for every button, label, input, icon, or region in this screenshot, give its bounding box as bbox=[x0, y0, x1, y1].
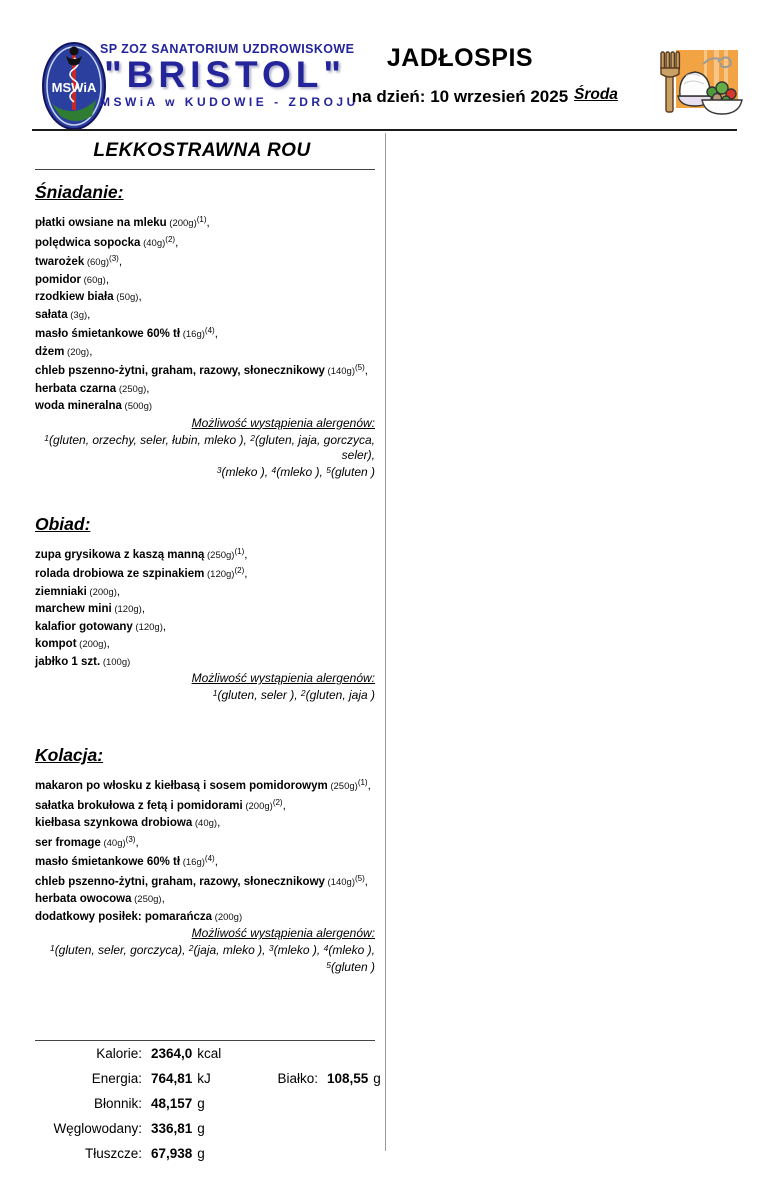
menu-item bbox=[35, 908, 375, 926]
menu-item-separator: , bbox=[214, 328, 218, 340]
meal-clipart-icon bbox=[656, 44, 746, 124]
nutrition-value: 336,81 bbox=[151, 1121, 193, 1136]
meal-sections bbox=[35, 182, 375, 975]
menu-item-separator: , bbox=[244, 548, 248, 561]
menu-item-allergen-ref: (4) bbox=[204, 854, 215, 863]
allergen-line: $^5$(gluten ) bbox=[326, 960, 375, 974]
nutrition-unit: g bbox=[197, 1121, 205, 1136]
allergen-ref: 1 bbox=[49, 943, 55, 953]
menu-item-name: twarożek bbox=[35, 256, 85, 268]
menu-item-allergen-ref: (1) bbox=[357, 778, 368, 787]
menu-item-name: kalafior gotowany bbox=[35, 620, 133, 633]
nutrition-unit: g bbox=[197, 1096, 205, 1111]
menu-item-weight: (250g) bbox=[131, 894, 162, 905]
menu-item-separator: , bbox=[206, 217, 210, 229]
nutrition-value: 67,938 bbox=[151, 1146, 193, 1161]
menu-item-name: kiełbasa szynkowa drobiowa bbox=[35, 817, 193, 829]
menu-item-name: masło śmietankowe 60% tł bbox=[35, 328, 181, 340]
menu-item-weight: (60g) bbox=[84, 257, 110, 268]
menu-item-name: herbata czarna bbox=[35, 382, 117, 395]
menu-item-weight: (60g) bbox=[81, 274, 106, 286]
brand-text bbox=[100, 42, 359, 109]
menu-item-separator: , bbox=[106, 638, 110, 650]
nutrition-row-fat bbox=[18, 1146, 418, 1171]
menu-item-allergen-ref: (2) bbox=[165, 234, 176, 244]
menu-item-allergen-ref: (2) bbox=[234, 566, 245, 575]
nutrition-row-carbs bbox=[18, 1121, 418, 1146]
nutrition-unit: kJ bbox=[197, 1071, 211, 1086]
nutrition-value: 108,55 bbox=[327, 1071, 369, 1086]
menu-item bbox=[35, 323, 375, 343]
menu-item bbox=[35, 380, 375, 398]
weekday-label: Środa bbox=[574, 86, 618, 103]
menu-item bbox=[35, 251, 375, 271]
menu-item bbox=[35, 871, 375, 891]
menu-item-allergen-ref: (5) bbox=[355, 363, 365, 372]
menu-item-separator: , bbox=[87, 308, 91, 321]
menu-item-allergen-ref: (1) bbox=[234, 546, 245, 556]
menu-item bbox=[35, 583, 375, 601]
menu-item bbox=[35, 397, 375, 415]
allergen-title: Możliwość wystąpienia alergenów: bbox=[191, 926, 375, 940]
nutrition-value: 48,157 bbox=[151, 1096, 193, 1111]
menu-item-separator: , bbox=[367, 780, 371, 792]
allergen-line: $^3$(mleko ), $^4$(mleko ), $^5$(gluten ) bbox=[216, 464, 375, 479]
menu-item bbox=[35, 775, 375, 795]
menu-item-weight: (140g) bbox=[324, 876, 356, 888]
menu-column bbox=[35, 140, 375, 975]
menu-item-allergen-ref: (3) bbox=[109, 254, 119, 263]
allergen-line: $^1$(gluten, seler ), $^2$(gluten, jaja ) bbox=[212, 688, 375, 702]
menu-item-name: rzodkiew biała bbox=[35, 291, 114, 303]
menu-item-separator: , bbox=[89, 345, 93, 358]
menu-item-weight: (140g) bbox=[324, 366, 356, 377]
menu-item-name: chleb pszenno-żytni, graham, razowy, słonecznikowy bbox=[35, 875, 325, 888]
menu-item-separator: , bbox=[161, 893, 165, 905]
menu-item bbox=[35, 851, 375, 871]
org-location: MSWiA w KUDOWIE - ZDROJU bbox=[100, 94, 359, 109]
header bbox=[0, 0, 769, 130]
menu-item-weight: (120g) bbox=[204, 569, 235, 580]
menu-item-weight: (40g) bbox=[192, 818, 218, 829]
meal-heading: Obiad: bbox=[35, 513, 91, 534]
menu-item-separator: , bbox=[118, 256, 123, 268]
menu-item-separator: , bbox=[364, 365, 368, 377]
menu-item-name: pomidor bbox=[35, 273, 81, 286]
column-divider bbox=[385, 133, 386, 1151]
allergen-ref: 5 bbox=[326, 464, 331, 475]
menu-item-allergen-ref: (5) bbox=[355, 873, 365, 883]
menu-item-name: dżem bbox=[35, 345, 65, 358]
menu-item bbox=[35, 600, 375, 618]
menu-item bbox=[35, 306, 375, 324]
diet-title: LEKKOSTRAWNA ROU bbox=[93, 140, 311, 161]
nutrition-unit: g bbox=[373, 1071, 381, 1086]
menu-item-name: sałata bbox=[35, 308, 68, 321]
allergen-title: Możliwość wystąpienia alergenów: bbox=[191, 415, 375, 430]
menu-item bbox=[35, 232, 375, 252]
nutrition-label: Błonnik: bbox=[93, 1096, 142, 1111]
menu-item-name: herbata owocowa bbox=[35, 893, 132, 905]
allergen-title: Możliwość wystąpienia alergenów: bbox=[191, 671, 375, 685]
menu-item-separator: , bbox=[146, 382, 150, 395]
menu-item-allergen-ref: (4) bbox=[204, 326, 215, 335]
menu-item bbox=[35, 832, 375, 852]
menu-item-weight: (200g) bbox=[242, 800, 273, 812]
nutrition-label: Energia: bbox=[91, 1071, 142, 1086]
menu-item-weight: (120g) bbox=[111, 604, 142, 615]
meal-heading: Kolacja: bbox=[35, 745, 104, 765]
menu-item-name: płatki owsiane na mleku bbox=[35, 217, 167, 229]
menu-item-weight: (16g) bbox=[180, 329, 205, 340]
menu-item-allergen-ref: (1) bbox=[196, 215, 207, 224]
menu-item-separator: , bbox=[138, 291, 142, 303]
menu-item bbox=[35, 653, 375, 671]
menu-item-separator: , bbox=[162, 620, 167, 633]
menu-item-weight: (250g) bbox=[116, 383, 147, 395]
allergen-line: $^1$(gluten, seler, gorczyca), $^2$(jaja, mleko ), $^3$(mleko ), $^4$(mleko ), bbox=[49, 943, 375, 957]
menu-item-weight: (200g) bbox=[86, 586, 117, 598]
menu-item-weight: (200g) bbox=[166, 218, 197, 229]
nutrition-unit: g bbox=[197, 1146, 205, 1161]
menu-item-separator: , bbox=[175, 236, 179, 249]
header-divider bbox=[32, 129, 737, 131]
menu-item-separator: , bbox=[364, 875, 368, 888]
menu-item bbox=[35, 343, 375, 361]
nutrition-label: Węglowodany: bbox=[53, 1121, 142, 1136]
menu-item-name: woda mineralna bbox=[35, 400, 122, 412]
menu-item-weight: (120g) bbox=[132, 621, 163, 633]
nutrition-unit: kcal bbox=[197, 1046, 222, 1061]
nutrition-row-fiber bbox=[18, 1096, 418, 1121]
menu-item-allergen-ref: (3) bbox=[125, 834, 136, 844]
org-subtitle: SP ZOZ SANATORIUM UZDROWISKOWE bbox=[100, 42, 355, 56]
menu-item-separator: , bbox=[217, 817, 221, 829]
menu-item-name: marchew mini bbox=[35, 603, 112, 615]
nutrition-value: 764,81 bbox=[151, 1071, 193, 1086]
allergen-ref: 5 bbox=[326, 960, 331, 970]
allergen-ref: 3 bbox=[216, 464, 222, 475]
menu-item-weight: (40g) bbox=[100, 837, 126, 849]
menu-item-weight: (250g) bbox=[204, 549, 235, 561]
page-title: JADŁOSPIS bbox=[386, 44, 534, 72]
menu-item-separator: , bbox=[214, 856, 218, 868]
nutrition-row-protein bbox=[248, 1071, 381, 1096]
date-line: na dzień: 10 wrzesień 2025 bbox=[351, 87, 569, 106]
menu-item-name: makaron po włosku z kiełbasą i sosem pomidorowym bbox=[35, 780, 328, 792]
meal-heading: Śniadanie: bbox=[35, 182, 124, 202]
menu-item bbox=[35, 635, 375, 653]
menu-item-weight: (20g) bbox=[64, 346, 90, 358]
menu-item-name: ser fromage bbox=[35, 836, 101, 849]
menu-item bbox=[35, 563, 375, 583]
allergen-ref: 3 bbox=[268, 943, 274, 953]
allergen-ref: 1 bbox=[212, 688, 218, 698]
menu-item bbox=[35, 271, 375, 289]
menu-item bbox=[35, 618, 375, 636]
org-name: "BRISTOL" bbox=[104, 54, 346, 95]
menu-item-name: polędwica sopocka bbox=[35, 236, 141, 249]
nutrition-row-calories bbox=[18, 1046, 418, 1071]
menu-item-name: rolada drobiowa ze szpinakiem bbox=[35, 568, 205, 580]
menu-item-weight: (100g) bbox=[100, 656, 131, 668]
menu-item-name: chleb pszenno-żytni, graham, razowy, słonecznikowy bbox=[35, 365, 325, 377]
allergen-line: $^1$(gluten, orzechy, seler, łubin, mleko ), $^2$(gluten, jaja, gorczyca, seler), bbox=[44, 432, 375, 462]
menu-item-weight: (3g) bbox=[67, 309, 88, 321]
diet-title-divider bbox=[35, 169, 375, 170]
menu-item bbox=[35, 360, 375, 380]
menu-item-name: kompot bbox=[35, 638, 77, 650]
menu-item bbox=[35, 814, 375, 832]
menu-item-separator: , bbox=[244, 568, 248, 580]
menu-item-separator: , bbox=[135, 836, 139, 849]
menu-item-weight: (16g) bbox=[180, 857, 205, 868]
menu-item-separator: , bbox=[116, 585, 121, 598]
menu-item-separator: , bbox=[282, 799, 286, 812]
menu-item-separator: , bbox=[141, 603, 146, 615]
logo-text: MSWiA bbox=[51, 80, 97, 95]
nutrition-value: 2364,0 bbox=[151, 1046, 193, 1061]
nutrition-summary bbox=[18, 1046, 418, 1171]
menu-item-weight: (40g) bbox=[140, 237, 166, 249]
mswia-emblem-icon bbox=[42, 42, 106, 130]
allergen-ref: 2 bbox=[300, 688, 306, 698]
menu-item-name: masło śmietankowe 60% tł bbox=[35, 856, 181, 868]
menu-item-weight: (250g) bbox=[327, 781, 358, 792]
nutrition-label: Kalorie: bbox=[96, 1046, 142, 1061]
allergen-ref: 1 bbox=[44, 432, 49, 443]
menu-item-name: jabłko 1 szt. bbox=[35, 655, 101, 668]
nutrition-label: Białko: bbox=[277, 1071, 318, 1086]
nutrition-label: Tłuszcze: bbox=[84, 1146, 142, 1161]
menu-item bbox=[35, 890, 375, 908]
menu-item bbox=[35, 288, 375, 306]
menu-item bbox=[35, 212, 375, 232]
menu-item bbox=[35, 544, 375, 564]
menu-item-name: sałatka brokułowa z fetą i pomidorami bbox=[35, 799, 243, 812]
allergen-ref: 2 bbox=[250, 432, 255, 443]
menu-item-name: zupa grysikowa z kaszą manną bbox=[35, 548, 205, 561]
menu-item-separator: , bbox=[105, 273, 110, 286]
menu-item bbox=[35, 795, 375, 815]
allergen-ref: 4 bbox=[323, 943, 329, 953]
menu-item-allergen-ref: (2) bbox=[272, 797, 283, 807]
title-block bbox=[345, 44, 575, 107]
menu-item-name: dodatkowy posiłek: pomarańcza bbox=[35, 910, 213, 923]
nutrition-divider bbox=[35, 1040, 375, 1041]
meal-section bbox=[35, 745, 375, 975]
meal-section bbox=[35, 514, 375, 704]
menu-item-weight: (500g) bbox=[121, 401, 153, 412]
menu-item-name: ziemniaki bbox=[35, 585, 87, 598]
allergen-ref: 4 bbox=[271, 464, 277, 475]
menu-item-weight: (200g) bbox=[76, 639, 107, 650]
menu-item-weight: (200g) bbox=[212, 911, 243, 923]
menu-item-weight: (50g) bbox=[113, 292, 139, 303]
meal-section bbox=[35, 182, 375, 480]
allergen-ref: 2 bbox=[188, 943, 194, 953]
